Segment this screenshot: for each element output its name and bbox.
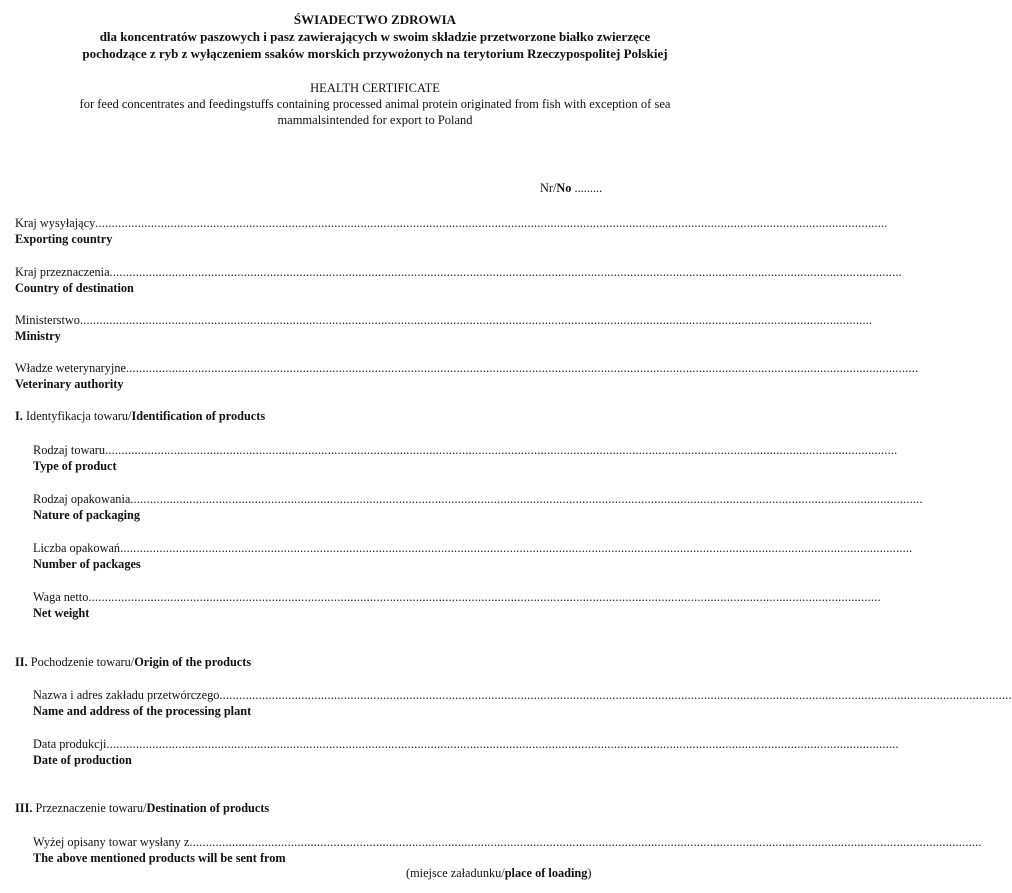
title-en: HEALTH CERTIFICATE bbox=[310, 81, 440, 95]
destination-country-field[interactable]: Kraj przeznaczenia.................................................................................................................................................................................................................................................. bbox=[15, 265, 902, 279]
date-of-production-field[interactable]: Data produkcji.................................................................................................................................................................................................................................................. bbox=[33, 737, 899, 751]
nature-of-packaging-label-en: Nature of packaging bbox=[33, 508, 141, 522]
subtitle-pl-line1: dla koncentratów paszowych i pasz zawierających w swoim składzie przetworzone białko zwierzęce bbox=[99, 29, 651, 44]
fill-line: .................................................................................................................................................................................................................................................. bbox=[109, 265, 902, 279]
destination-country-label-en: Country of destination bbox=[15, 281, 134, 295]
type-of-product-field[interactable]: Rodzaj towaru.................................................................................................................................................................................................................................................. bbox=[33, 443, 898, 457]
ministry-label-en: Ministry bbox=[15, 329, 61, 343]
section-destination-heading: III. Przeznaczenie towaru/Destination of products bbox=[15, 801, 270, 815]
veterinary-authority-field[interactable]: Władze weterynaryjne.................................................................................................................................................................................................................................................. bbox=[15, 361, 919, 375]
ministry-field[interactable]: Ministerstwo.................................................................................................................................................................................................................................................. bbox=[15, 313, 873, 327]
subtitle-en-line2: mammalsintended for export to Poland bbox=[277, 113, 473, 127]
veterinary-authority-label-en: Veterinary authority bbox=[15, 377, 124, 391]
subtitle-pl-line2: pochodzące z ryb z wyłączeniem ssaków morskich przywożonych na terytorium Rzeczypospolitej Polskiej bbox=[82, 46, 668, 61]
fill-line: .................................................................................................................................................................................................................................................. bbox=[189, 835, 982, 849]
subtitle-en-line1: for feed concentrates and feedingstuffs containing processed animal protein originated from fish with exception of sea bbox=[79, 97, 671, 111]
net-weight-label-en: Net weight bbox=[33, 606, 90, 620]
place-of-loading-note: (miejsce załadunku/place of loading) bbox=[406, 866, 592, 880]
number-of-packages-field[interactable]: Liczba opakowań.................................................................................................................................................................................................................................................. bbox=[33, 541, 913, 555]
sent-from-label-en: The above mentioned products will be sent from bbox=[33, 851, 286, 865]
type-of-product-label-en: Type of product bbox=[33, 459, 117, 473]
section-origin-heading: II. Pochodzenie towaru/Origin of the products bbox=[15, 655, 252, 669]
fill-line: .................................................................................................................................................................................................................................................. bbox=[219, 688, 1012, 702]
date-of-production-label-en: Date of production bbox=[33, 753, 132, 767]
number-of-packages-label-en: Number of packages bbox=[33, 557, 141, 571]
exporting-country-field[interactable]: Kraj wysyłający.................................................................................................................................................................................................................................................. bbox=[15, 216, 888, 230]
exporting-country-label-en: Exporting country bbox=[15, 232, 113, 246]
fill-line: .................................................................................................................................................................................................................................................. bbox=[88, 590, 881, 604]
fill-line: .................................................................................................................................................................................................................................................. bbox=[79, 313, 873, 327]
fill-line: .................................................................................................................................................................................................................................................. bbox=[125, 361, 919, 375]
fill-line: .................................................................................................................................................................................................................................................. bbox=[130, 492, 923, 506]
fill-line: .................................................................................................................................................................................................................................................. bbox=[95, 216, 888, 230]
processing-plant-label-en: Name and address of the processing plant bbox=[33, 704, 252, 718]
processing-plant-field[interactable]: Nazwa i adres zakładu przetwórczego.................................................................................................................................................................................................................................................. bbox=[33, 688, 1012, 702]
section-identification-heading: I. Identyfikacja towaru/Identification of products bbox=[15, 409, 266, 423]
sent-from-field[interactable]: Wyżej opisany towar wysłany z.................................................................................................................................................................................................................................................. bbox=[33, 835, 982, 849]
fill-line: .................................................................................................................................................................................................................................................. bbox=[105, 443, 898, 457]
certificate-number: Nr/No ......... bbox=[540, 181, 603, 195]
nature-of-packaging-field[interactable]: Rodzaj opakowania.................................................................................................................................................................................................................................................. bbox=[33, 492, 923, 506]
net-weight-field[interactable]: Waga netto.................................................................................................................................................................................................................................................. bbox=[33, 590, 881, 604]
fill-line: .................................................................................................................................................................................................................................................. bbox=[120, 541, 913, 555]
fill-line: .................................................................................................................................................................................................................................................. bbox=[106, 737, 899, 751]
title-pl: ŚWIADECTWO ZDROWIA bbox=[293, 12, 457, 27]
